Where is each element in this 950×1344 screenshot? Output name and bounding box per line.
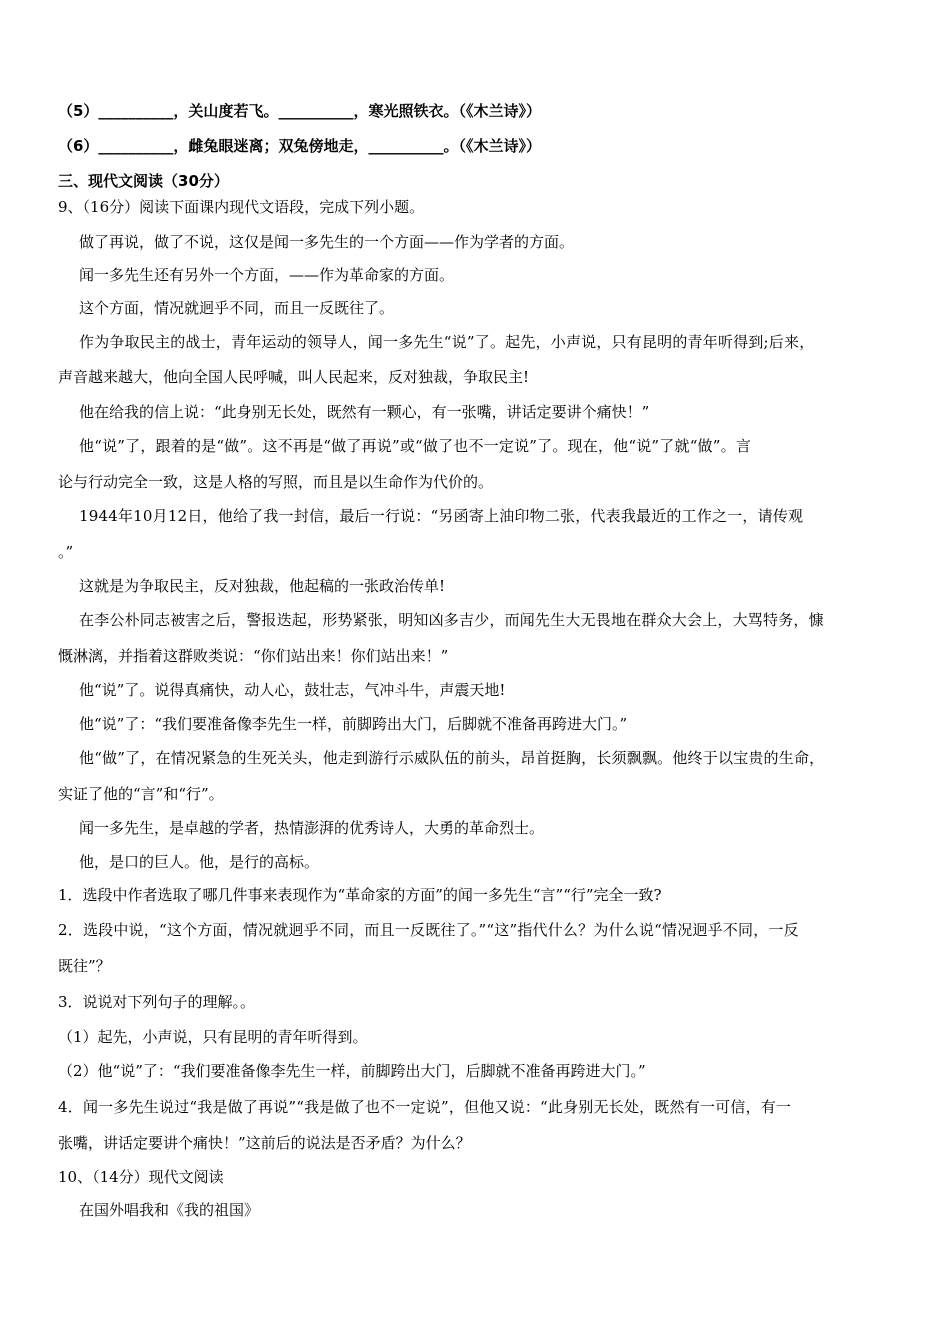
passage-paragraph-continued: 论与行动完全一致，这是人格的写照，而且是以生命作为代价的。 bbox=[58, 473, 494, 491]
passage-paragraph: 这个方面，情况就迥乎不同，而且一反既往了。 bbox=[79, 299, 395, 317]
passage-paragraph: 作为争取民主的战士，青年运动的领导人，闻一多先生“说”了。起先，小声说，只有昆明的青年听得到;后来， bbox=[79, 333, 815, 351]
sub-question-4-continued: 张嘴，讲话定要讲个痛快！”这前后的说法是否矛盾？为什么？ bbox=[58, 1134, 471, 1152]
sub-question-2: 2．选段中说，“这个方面，情况就迥乎不同，而且一反既往了。”“这”指代什么？为什么说“情况迥乎不同，一反 bbox=[58, 921, 799, 939]
passage-paragraph: 他“做”了，在情况紧急的生死关头，他走到游行示威队伍的前头，昂首挺胸，长须飘飘。他终于以宝贵的生命， bbox=[79, 749, 825, 767]
passage-paragraph: 他“说”了。说得真痛快，动人心，鼓壮志，气冲斗牛，声震天地! bbox=[79, 681, 506, 699]
recitation-item-6: （6）__________，雌兔眼迷离；双兔傍地走，__________。（《木兰诗》） bbox=[58, 137, 541, 155]
recitation-item-5: （5）__________，关山度若飞。__________，寒光照铁衣。（《木兰诗》） bbox=[58, 102, 541, 120]
passage-paragraph-continued: 实证了他的“言”和“行”。 bbox=[58, 785, 224, 803]
question-10-intro: 10、（14分）现代文阅读 bbox=[58, 1168, 224, 1186]
passage-paragraph: 他“说”了，跟着的是“做”。这不再是“做了再说”或“做了也不一定说”了。现在，他“说”了就“做”。言 bbox=[79, 437, 752, 455]
sub-question-4: 4．闻一多先生说过“我是做了再说”“我是做了也不一定说”，但他又说：“此身别无长处，既然有一可信，有一 bbox=[58, 1098, 792, 1116]
sub-question-2-continued: 既往”？ bbox=[58, 957, 111, 975]
passage-paragraph: 他“说”了：“我们要准备像李先生一样，前脚跨出大门，后脚就不准备再跨进大门。” bbox=[79, 715, 628, 733]
passage-paragraph: 这就是为争取民主，反对独裁，他起稿的一张政治传单! bbox=[79, 577, 446, 595]
passage-paragraph-continued: 声音越来越大，他向全国人民呼喊，叫人民起来，反对独裁，争取民主! bbox=[58, 368, 530, 386]
reading-title: 在国外唱我和《我的祖国》 bbox=[79, 1201, 260, 1219]
passage-paragraph: 他在给我的信上说：“此身别无长处，既然有一颗心，有一张嘴，讲话定要讲个痛快！” bbox=[79, 403, 650, 421]
sub-question-1: 1．选段中作者选取了哪几件事来表现作为“革命家的方面”的闻一多先生“言”“行”完全一致? bbox=[58, 886, 662, 904]
sub-question-3-sentence-2: （2）他“说”了：“我们要准备像李先生一样，前脚跨出大门，后脚就不准备再跨进大门。” bbox=[58, 1062, 646, 1080]
passage-paragraph: 做了再说，做了不说，这仅是闻一多先生的一个方面——作为学者的方面。 bbox=[79, 233, 575, 251]
passage-paragraph-continued: 慨淋漓，并指着这群败类说：“你们站出来！你们站出来！” bbox=[58, 647, 449, 665]
passage-paragraph-continued: 。” bbox=[58, 543, 74, 561]
passage-paragraph: 1944年10月12日，他给了我一封信，最后一行说：“另函寄上油印物二张，代表我最近的工作之一，请传观 bbox=[79, 507, 804, 525]
passage-paragraph: 他，是口的巨人。他，是行的高标。 bbox=[79, 853, 320, 871]
sub-question-3-sentence-1: （1）起先，小声说，只有昆明的青年听得到。 bbox=[58, 1028, 368, 1046]
question-9-intro: 9、（16分）阅读下面课内现代文语段，完成下列小题。 bbox=[58, 198, 425, 216]
passage-paragraph: 闻一多先生还有另外一个方面，——作为革命家的方面。 bbox=[79, 266, 455, 284]
section-heading-modern-reading: 三、现代文阅读（30分） bbox=[58, 172, 229, 190]
sub-question-3: 3．说说对下列句子的理解。。 bbox=[58, 993, 256, 1011]
passage-paragraph: 闻一多先生，是卓越的学者，热情澎湃的优秀诗人，大勇的革命烈士。 bbox=[79, 819, 545, 837]
passage-paragraph: 在李公朴同志被害之后，警报迭起，形势紧张，明知凶多吉少，而闻先生大无畏地在群众大会上，大骂特务，慷 bbox=[79, 611, 824, 629]
